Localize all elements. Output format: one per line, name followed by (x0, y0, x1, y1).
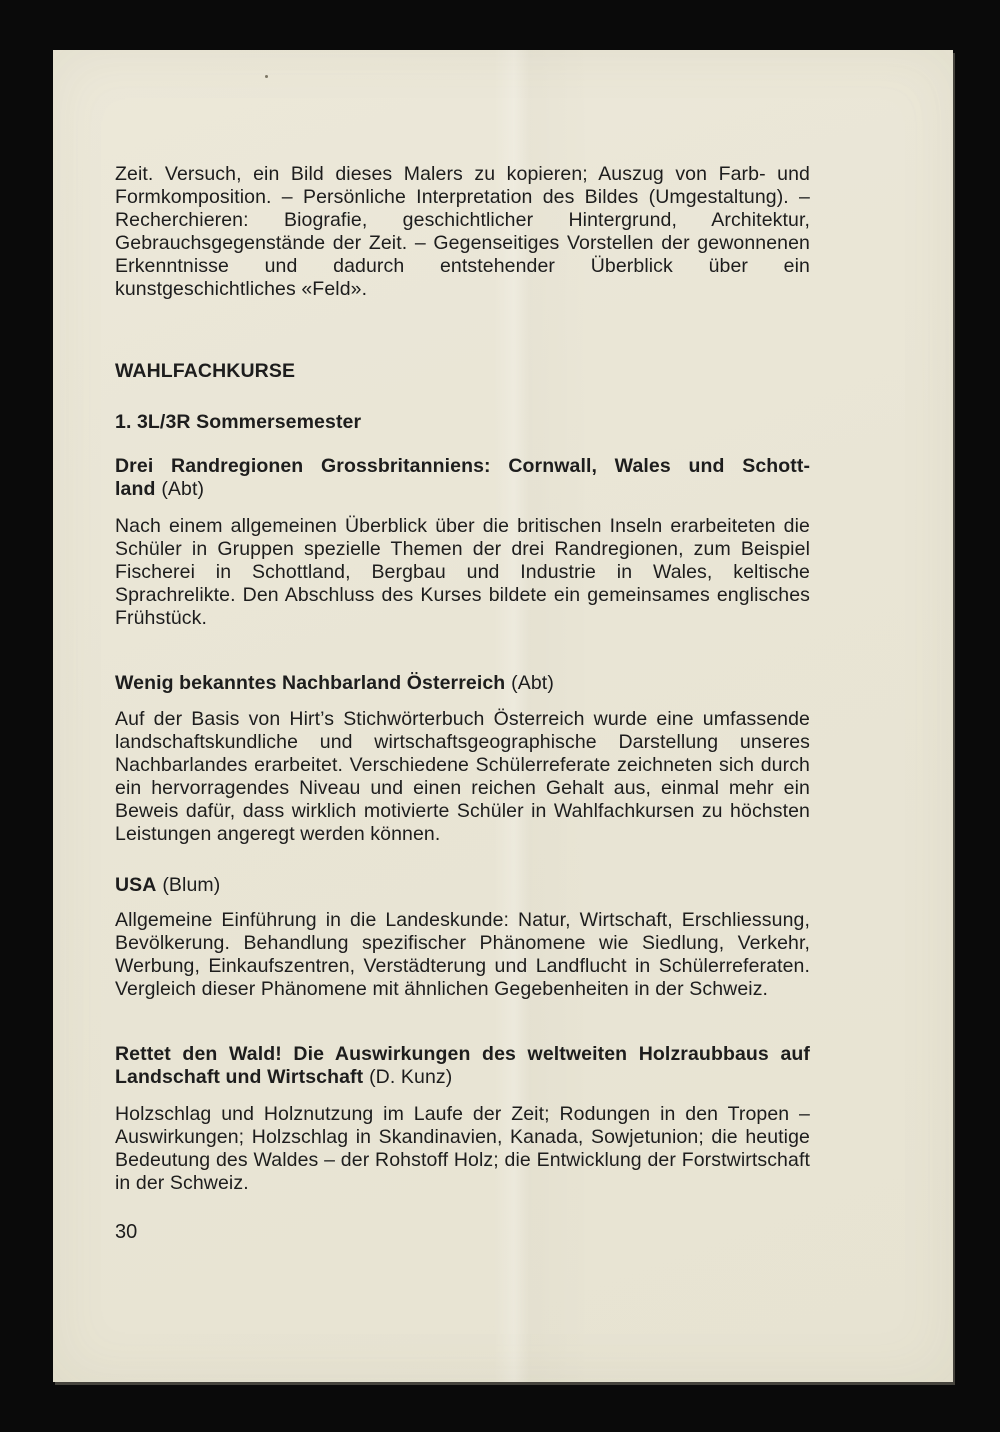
scan-speck (265, 75, 268, 78)
course-title (115, 455, 810, 501)
page-content (53, 50, 953, 1244)
course-author: (Blum) (162, 874, 221, 896)
course-title-text: USA (115, 874, 157, 896)
course-author: (D. Kunz) (369, 1066, 453, 1088)
course-author: (Abt) (511, 672, 554, 694)
course-description: Holzschlag und Holznutzung im Laufe der Zeit; Rodungen in den Tropen – Auswirkungen; Holzschlag in Skandinavien, Kanada, Sowjetunion; die heutige Bedeutung des Waldes – der Rohstoff Holz; die Entwicklung der Forstwirtschaft in der Schweiz. (115, 1103, 810, 1194)
course-description: Nach einem allgemeinen Überblick über die britischen Inseln erarbeiteten die Schüler in Gruppen spezielle Themen der drei Randregionen, zum Beispiel Fischerei in Schottland, Bergbau und Industrie in Wales, keltische Sprachrelikte. Den Abschluss des Kurses bildete ein gemeinsames englisches Frühstück. (115, 515, 810, 629)
course-description: Auf der Basis von Hirt’s Stichwörterbuch Österreich wurde eine umfassende landschaftskundliche und wirtschaftsgeographische Darstellung unseres Nachbarlandes erarbeitet. Verschiedene Schülerreferate zeichneten sich durch ein hervorragendes Niveau und einen reichen Gehalt aus, einmal mehr ein Beweis dafür, dass wirklich motivierte Schüler in Wahlfachkursen zu höchsten Leistungen angeregt werden können. (115, 708, 810, 845)
course-author: (Abt) (161, 478, 205, 500)
course-title-text: Wenig bekanntes Nachbarland Österreich (115, 672, 506, 694)
subsection-title: 1. 3L/3R Sommersemester (115, 411, 362, 433)
course-title (115, 672, 810, 695)
course-description: Allgemeine Einführung in die Landeskunde: Natur, Wirtschaft, Erschliessung, Bevölkerung. Behandlung spezifischer Phänomene wie Siedlung, Verkehr, Werbung, Einkaufszentren, Verstädterung und Landflucht in Schülerreferaten. Vergleich dieser Phänomene mit ähnlichen Gegebenheiten in der Schweiz. (115, 909, 810, 1000)
course-title-text: Rettet den Wald! Die Auswirkungen des weltweiten Holzraubbaus auf Landschaft und Wirtschaft (115, 1043, 810, 1088)
course-title (115, 874, 810, 897)
course-title (115, 1043, 810, 1089)
section-title: WAHLFACHKURSE (115, 360, 296, 382)
intro-paragraph: Zeit. Versuch, ein Bild dieses Malers zu kopieren; Auszug von Farb- und Formkomposition. – Persönliche Interpretation des Bildes (Umgestaltung). – Recherchieren: Biografie, geschichtlicher Hintergrund, Architektur, Gebrauchsgegenstände der Zeit. – Gegenseitiges Vorstellen der gewonnenen Erkenntnisse und dadurch entstehender Überblick über ein kunstgeschichtliches «Feld». (115, 163, 810, 300)
document-page (53, 50, 953, 1382)
course-title-text: Drei Randregionen Grossbritanniens: Cornwall, Wales und Schottland (115, 455, 810, 500)
page-number: 30 (115, 1221, 138, 1243)
